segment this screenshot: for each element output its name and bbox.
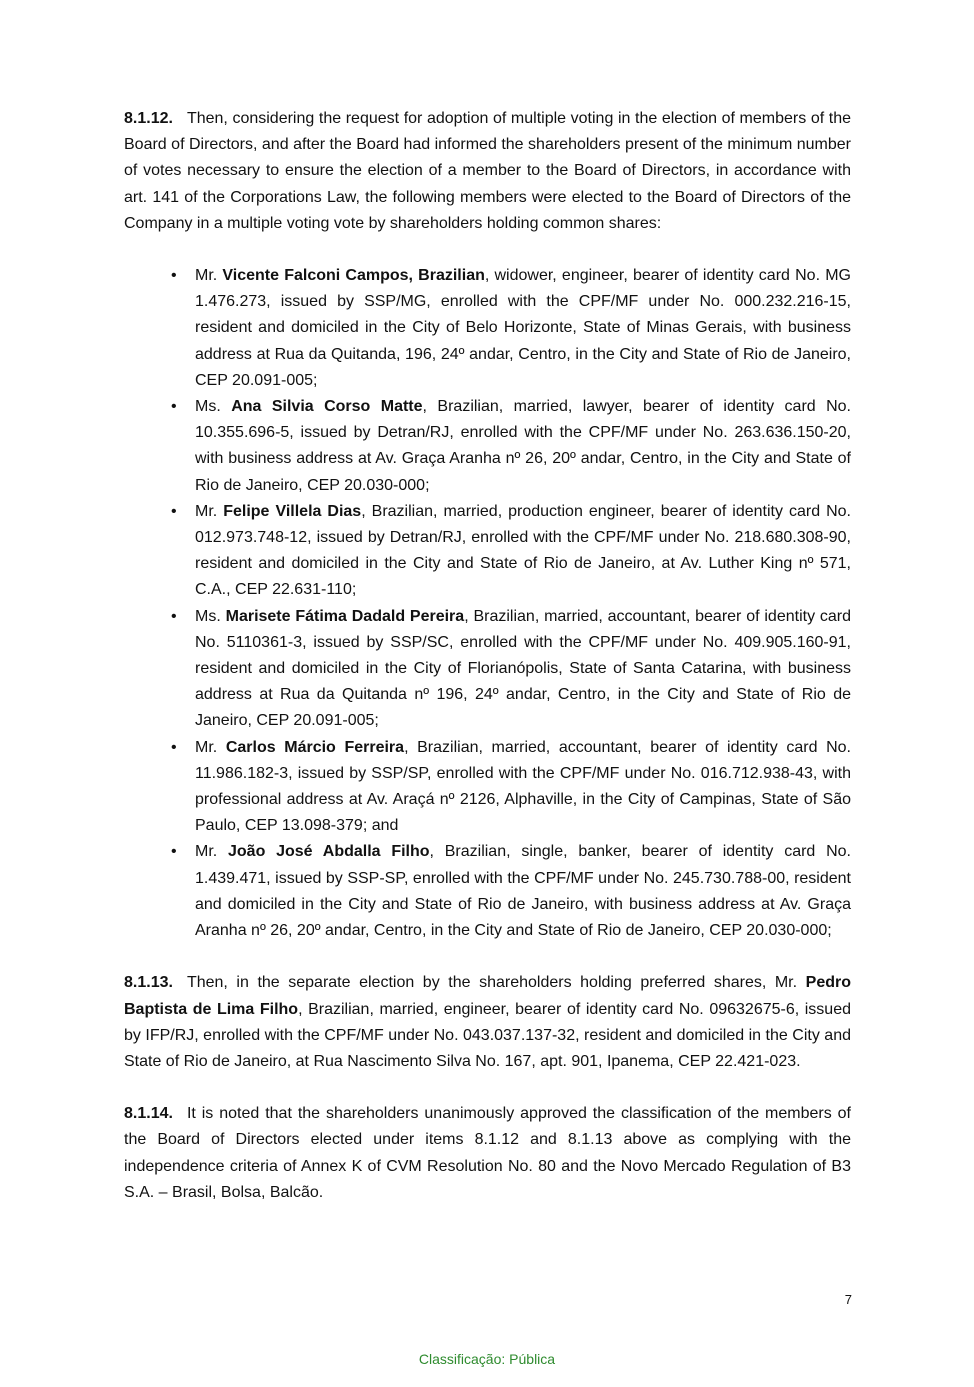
member-title: Mr. bbox=[195, 738, 218, 756]
member-name: Carlos Márcio Ferreira bbox=[225, 738, 405, 756]
bullet-icon: • bbox=[171, 502, 177, 520]
paragraph-text: , Brazilian, married, engineer, bearer of identity card No. 09632675-6, issued by IFP/RJ, enrolled with the CPF/MF under No. 043.037.137-32, resident and domiciled in the City and State of Rio de Janeiro, at Rua Nascimento Silva No. 167, apt. 901, Ipanema, CEP 22.421-023. bbox=[124, 1000, 852, 1070]
member-details: , widower, engineer, bearer of identity card No. MG 1.476.273, issued by SSP/MG, enrolled with the CPF/MF under No. 000.232.216-15, resident and domiciled in the City of Belo Horizonte, State of Minas Gerais, with business address at Rua da Quitanda, 196, 24º andar, Centro, in the City and State of Rio de Janeiro, CEP 20.091-005; bbox=[195, 267, 851, 389]
item-number: 8.1.13. bbox=[124, 974, 173, 992]
item-number: 8.1.14. bbox=[124, 1105, 173, 1123]
paragraph-text: Then, in the separate election by the shareholders holding preferred shares, Mr. bbox=[186, 974, 798, 992]
list-item bbox=[124, 735, 851, 840]
member-details: , Brazilian, married, accountant, bearer of identity card No. 5110361-3, issued by SSP/SC, enrolled with the CPF/MF under No. 409.905.160-91, resident and domiciled in the City of Florianópolis, State of Santa Catarina, with business address at Rua da Quitanda nº 196, 24º andar, Centro, in the City and State of Rio de Janeiro, CEP 20.091-005; bbox=[195, 607, 852, 730]
list-item bbox=[124, 604, 851, 735]
elected-members-list bbox=[124, 263, 851, 944]
item-number: 8.1.12. bbox=[124, 110, 173, 127]
page-number: 7 bbox=[844, 1292, 852, 1307]
member-name: Marisete Fátima Dadald Pereira bbox=[225, 607, 465, 625]
bullet-icon: • bbox=[171, 738, 177, 756]
list-item bbox=[124, 394, 851, 499]
paragraph-text: Then, considering the request for adoption of multiple voting in the election of members of the Board of Directors, and after the Board had informed the shareholders present of the minimum number of votes necessary to ensure the election of a member to the Board of Directors, in accordance with art. 141 of the Corporations Law, the following members were elected to the Board of Directors of the Company in a multiple voting vote by shareholders holding common shares: bbox=[124, 110, 851, 232]
classification-label: Classificação: Pública bbox=[418, 1351, 556, 1367]
member-name: Ana Silvia Corso Matte bbox=[231, 398, 423, 416]
member-title: Mr. bbox=[195, 502, 218, 520]
member-title: Ms. bbox=[195, 398, 221, 416]
member-name: Felipe Villela Dias bbox=[223, 502, 362, 520]
member-title: Ms. bbox=[195, 607, 221, 625]
paragraph-spacer bbox=[124, 1075, 851, 1101]
list-item bbox=[124, 839, 851, 944]
paragraph-8-1-14 bbox=[124, 1101, 851, 1206]
list-item bbox=[124, 263, 851, 394]
list-item bbox=[124, 499, 851, 604]
member-details: , Brazilian, married, lawyer, bearer of identity card No. 10.355.696-5, issued by Detran/RJ, enrolled with the CPF/MF under No. 263.636.150-20, with business address at Av. Graça Aranha nº 26, 20º andar, Centro, in the City and State of Rio de Janeiro, CEP 20.030-000; bbox=[195, 398, 852, 494]
paragraph-8-1-13 bbox=[124, 970, 851, 1075]
document-body bbox=[124, 106, 851, 1206]
member-name: João José Abdalla Filho bbox=[228, 843, 430, 861]
member-title: Mr. bbox=[195, 267, 218, 285]
paragraph-8-1-12 bbox=[124, 106, 851, 237]
member-details: , Brazilian, married, production engineer, bearer of identity card No. 012.973.748-12, issued by Detran/RJ, enrolled with the CPF/MF under No. 218.680.308-90, resident and domiciled in the City and State of Rio de Janeiro, at Av. Luther King nº 571, C.A., CEP 22.631-110; bbox=[195, 502, 851, 599]
paragraph-text: It is noted that the shareholders unanimously approved the classification of the members of the Board of Directors elected under items 8.1.12 and 8.1.13 above as complying with the independence criteria of Annex K of CVM Resolution No. 80 and the Novo Mercado Regulation of B3 S.A. – Brasil, Bolsa, Balcão. bbox=[124, 1105, 851, 1201]
member-name: Vicente Falconi Campos, Brazilian bbox=[222, 267, 485, 285]
member-name: Pedro Baptista de Lima Filho bbox=[124, 974, 851, 1018]
member-details: , Brazilian, married, accountant, bearer of identity card No. 11.986.182-3, issued by SSP/SP, enrolled with the CPF/MF under No. 016.712.938-43, with professional address at Av. Araçá nº 2126, Alphaville, in the City of Campinas, State of São Paulo, CEP 13.098-379; and bbox=[195, 738, 852, 835]
bullet-icon: • bbox=[171, 607, 177, 625]
bullet-icon: • bbox=[171, 843, 177, 861]
paragraph-spacer bbox=[124, 237, 851, 263]
bullet-icon: • bbox=[171, 267, 177, 285]
paragraph-spacer bbox=[124, 944, 851, 970]
bullet-icon: • bbox=[171, 398, 177, 416]
member-details: , Brazilian, single, banker, bearer of identity card No. 1.439.471, issued by SSP-SP, enrolled with the CPF/MF under No. 245.730.788-00, resident and domiciled in the City and State of Rio de Janeiro, with business address at Av. Graça Aranha nº 26, 20º andar, Centro, in the City and State of Rio de Janeiro, CEP 20.030-000; bbox=[195, 843, 851, 940]
member-title: Mr. bbox=[195, 843, 218, 861]
